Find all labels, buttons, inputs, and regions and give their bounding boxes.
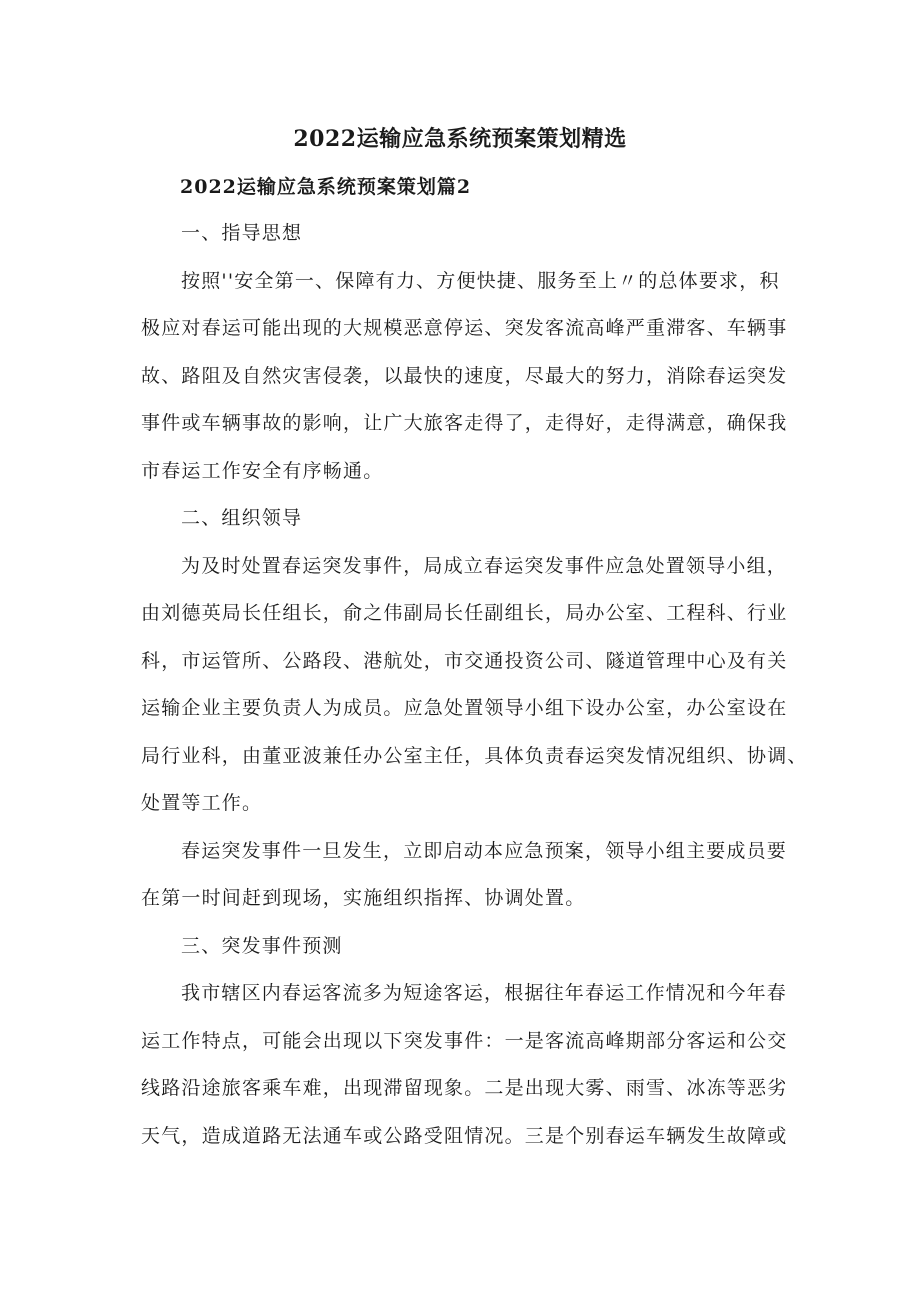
paragraph-line: 事件或车辆事故的影响，让广大旅客走得了，走得好，走得满意，确保我 bbox=[141, 412, 788, 434]
section-heading: 三、突发事件预测 bbox=[181, 934, 343, 957]
section-heading: 一、指导思想 bbox=[181, 222, 303, 244]
paragraph-line: 在第一时间赶到现场，实施组织指挥、协调处置。 bbox=[141, 887, 586, 909]
paragraph-line: 我市辖区内春运客流多为短途客运，根据往年春运工作情况和今年春 bbox=[181, 982, 788, 1004]
paragraph-line: 按照''安全第一、保障有力、方便快捷、服务至上〃的总体要求，积 bbox=[181, 269, 780, 292]
paragraph-line: 运输企业主要负责人为成员。应急处置领导小组下设办公室，办公室设在 bbox=[141, 697, 788, 719]
paragraph-line: 由刘德英局长任组长，俞之伟副局长任副组长，局办公室、工程科、行业 bbox=[141, 602, 788, 624]
paragraph-line: 极应对春运可能出现的大规模恶意停运、突发客流高峰严重滞客、车辆事 bbox=[141, 317, 788, 339]
paragraph-line: 春运突发事件一旦发生，立即启动本应急预案，领导小组主要成员要 bbox=[181, 839, 788, 862]
paragraph-line: 市春运工作安全有序畅通。 bbox=[141, 459, 384, 482]
paragraph-line: 线路沿途旅客乘车难，出现滞留现象。二是出现大雾、雨雪、冰冻等恶劣 bbox=[141, 1077, 788, 1099]
paragraph-line: 为及时处置春运突发事件，局成立春运突发事件应急处置领导小组， bbox=[181, 554, 788, 577]
document-subtitle: 2022运输应急系统预案策划篇2 bbox=[180, 176, 472, 198]
paragraph-line: 处置等工作。 bbox=[141, 792, 263, 814]
document-title: 2022运输应急系统预案策划精选 bbox=[293, 126, 627, 152]
paragraph-line: 局行业科，由董亚波兼任办公室主任，具体负责春运突发情况组织、协调、 bbox=[141, 744, 808, 767]
paragraph-line: 天气，造成道路无法通车或公路受阻情况。三是个别春运车辆发生故障或 bbox=[141, 1124, 788, 1147]
paragraph-line: 科，市运管所、公路段、港航处，市交通投资公司、隧道管理中心及有关 bbox=[141, 649, 788, 672]
section-heading: 二、组织领导 bbox=[181, 507, 303, 529]
paragraph-line: 运工作特点，可能会出现以下突发事件：一是客流高峰期部分客运和公交 bbox=[141, 1029, 788, 1052]
paragraph-line: 故、路阻及自然灾害侵袭，以最快的速度，尽最大的努力，消除春运突发 bbox=[141, 364, 788, 387]
